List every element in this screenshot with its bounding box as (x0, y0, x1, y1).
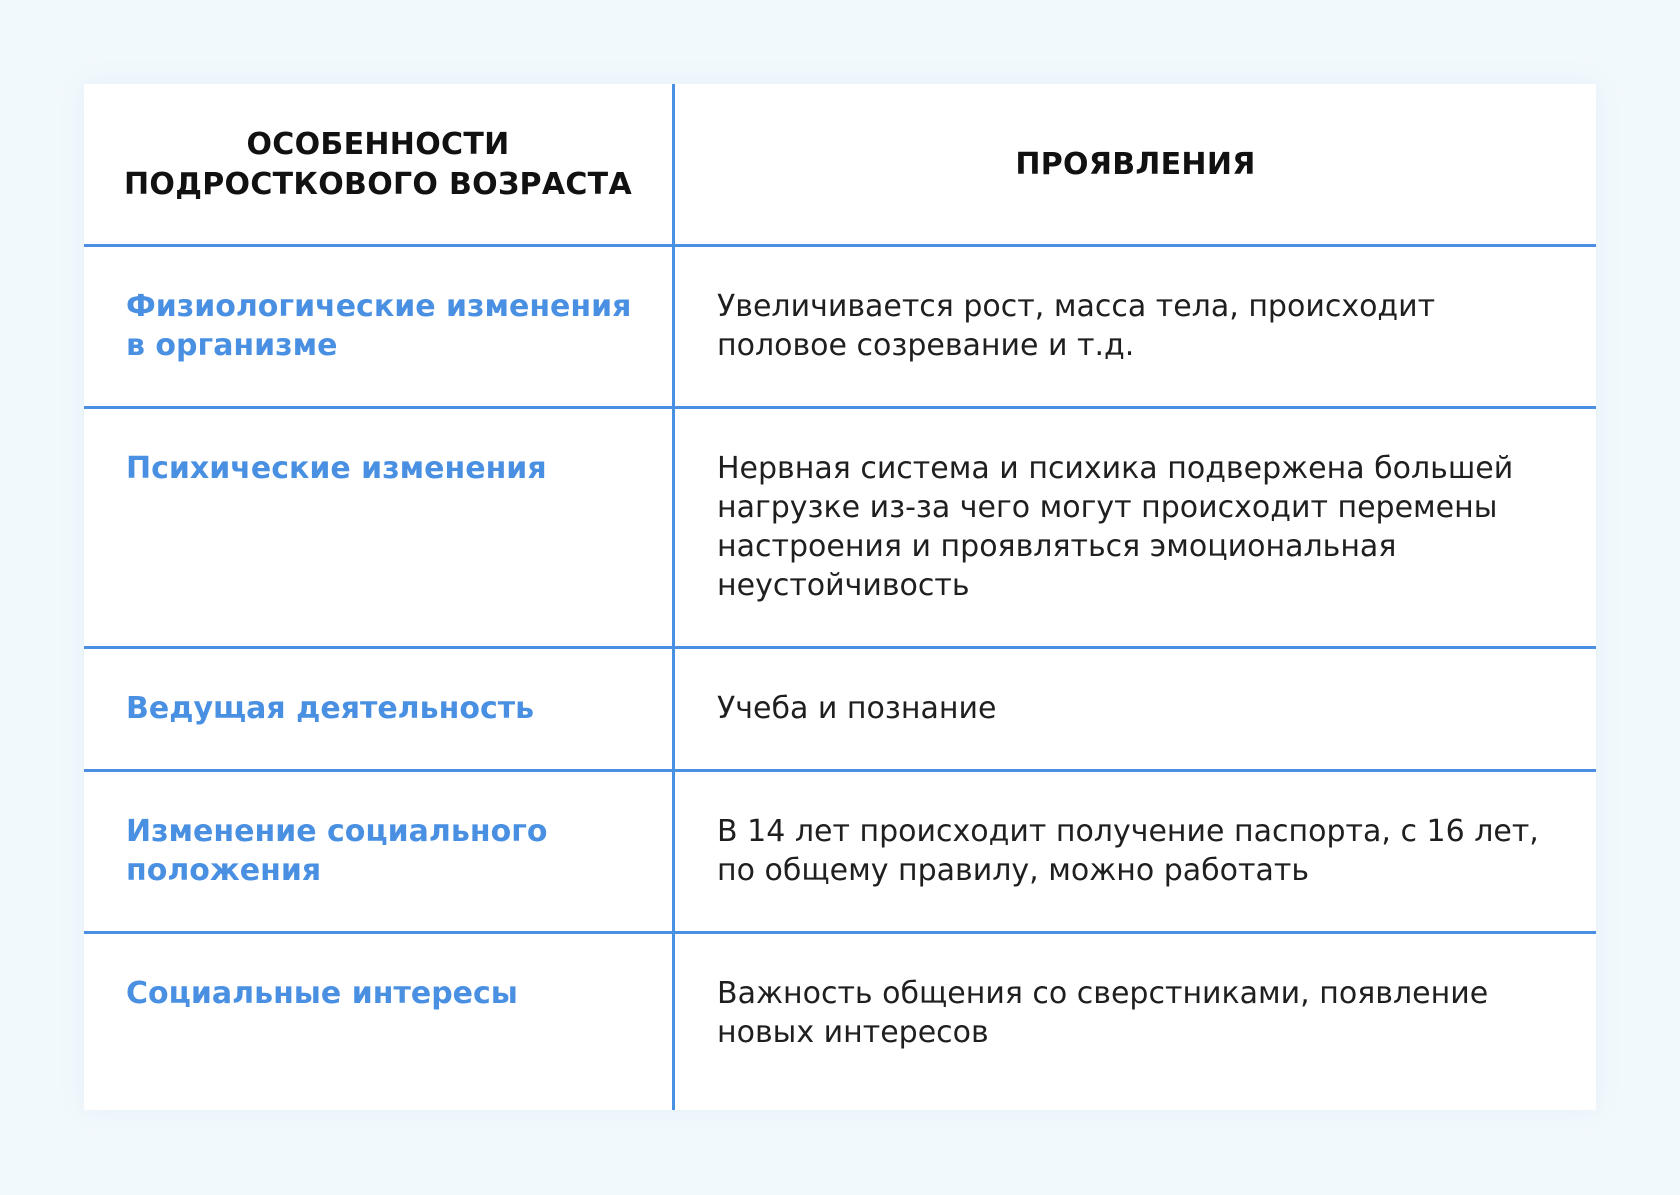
manifestation-text: Важность общения со сверстниками, появление новых интересов (717, 976, 1489, 1050)
manifestation-text: Увеличивается рост, масса тела, происходит половое созревание и т.д. (717, 289, 1436, 363)
table-row-feature (84, 772, 672, 931)
header-manifestations-label: ПРОЯВЛЕНИЯ (1015, 147, 1256, 182)
feature-text: Социальные интересы (126, 976, 518, 1011)
header-features-label: ОСОБЕННОСТИ ПОДРОСТКОВОГО ВОЗРАСТА (124, 127, 632, 202)
manifestation-text: В 14 лет происходит получение паспорта, с 16 лет, по общему правилу, можно работать (717, 814, 1539, 888)
feature-text: Психические изменения (126, 451, 547, 486)
table-row-manifestation (675, 934, 1596, 1110)
feature-text: Физиологические изменения в организме (126, 289, 632, 363)
age-features-table (84, 84, 1596, 1110)
table-row-feature (84, 247, 672, 406)
table-row-manifestation (675, 409, 1596, 646)
feature-text: Ведущая деятельность (126, 691, 535, 726)
table-row-feature (84, 934, 672, 1110)
manifestation-text: Учеба и познание (717, 691, 997, 726)
table-row-manifestation (675, 772, 1596, 931)
table-row-manifestation (675, 649, 1596, 769)
feature-text: Изменение социального положения (126, 814, 548, 888)
table-row-manifestation (675, 247, 1596, 406)
header-features (124, 84, 632, 244)
manifestation-text: Нервная система и психика подвержена большей нагрузке из-за чего могут происходит перемены настроения и проявляться эмоциональная неустойчивость (717, 451, 1514, 603)
header-manifestations (675, 84, 1596, 244)
table-row-feature (84, 649, 672, 769)
table-row-feature (84, 409, 672, 646)
